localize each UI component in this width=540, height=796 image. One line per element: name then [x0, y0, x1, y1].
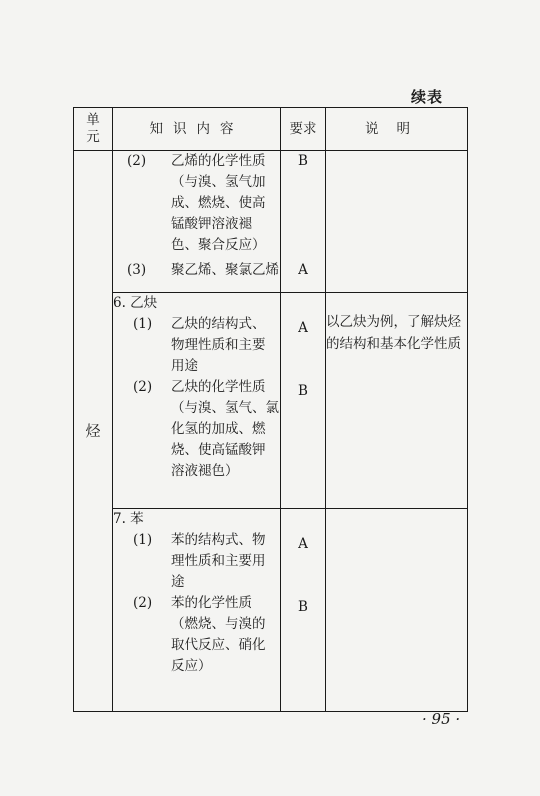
- note-cell: [326, 509, 468, 712]
- requirement-level: A: [298, 262, 308, 278]
- curriculum-table: [73, 107, 468, 712]
- note-cell: [326, 293, 468, 509]
- content-item: [113, 314, 280, 377]
- page-number: · 95 ·: [422, 710, 461, 728]
- item-line: 乙炔的化学性质: [171, 379, 266, 395]
- continued-table-label: 续表: [411, 88, 444, 106]
- item-line: 途: [171, 574, 185, 590]
- item-line: 锰酸钾溶液褪: [171, 216, 252, 232]
- header-content: 知识内容: [113, 108, 281, 151]
- note-line: 的结构和基本化学性质: [326, 336, 461, 352]
- item-line: 色、聚合反应）: [171, 237, 266, 253]
- item-line: （与溴、氢气、氯: [171, 400, 279, 416]
- unit-cell: 烃: [74, 151, 113, 712]
- note-cell: [326, 151, 468, 293]
- item-line: 溶液褪色）: [171, 463, 239, 479]
- requirement-cell: [281, 293, 326, 509]
- item-line: 烧、使高锰酸钾: [171, 442, 266, 458]
- item-line: 成、燃烧、使高: [171, 195, 266, 211]
- requirement-cell: [281, 151, 326, 293]
- topic-title: 7. 苯: [113, 511, 144, 527]
- item-number: (1): [133, 532, 153, 548]
- content-item: [113, 377, 280, 482]
- item-line: 取代反应、硝化: [171, 637, 266, 653]
- item-line: 物理性质和主要: [171, 337, 266, 353]
- topic-title: 6. 乙炔: [113, 295, 158, 311]
- item-number: (2): [133, 379, 153, 395]
- content-cell: [113, 509, 281, 712]
- item-line: 乙烯的化学性质: [171, 153, 266, 169]
- content-cell: [113, 151, 281, 293]
- item-number: (1): [133, 316, 153, 332]
- item-line: 反应）: [171, 658, 212, 674]
- item-line: 理性质和主要用: [171, 553, 266, 569]
- content-cell: [113, 293, 281, 509]
- item-line: （与溴、氢气加: [171, 174, 266, 190]
- item-number: (2): [127, 153, 147, 169]
- requirement-level: B: [298, 599, 308, 615]
- table-row: [74, 509, 468, 712]
- item-line: 乙炔的结构式、: [171, 316, 266, 332]
- table-header: [74, 108, 468, 151]
- content-item: [113, 260, 280, 281]
- table-row: [74, 151, 468, 293]
- header-unit-line2: 元: [86, 129, 100, 145]
- item-line: 用途: [171, 358, 198, 374]
- header-note: 说明: [326, 108, 468, 151]
- requirement-cell: [281, 509, 326, 712]
- table-row: [74, 293, 468, 509]
- item-line: 苯的结构式、物: [171, 532, 266, 548]
- requirement-level: A: [298, 536, 308, 552]
- item-line: 聚乙烯、聚氯乙烯: [171, 262, 279, 278]
- content-item: [113, 151, 280, 256]
- content-item: [113, 593, 280, 677]
- item-number: (2): [133, 595, 153, 611]
- requirement-level: B: [298, 153, 308, 169]
- header-requirement: 要求: [281, 108, 326, 151]
- item-number: (3): [127, 262, 147, 278]
- content-item: [113, 530, 280, 593]
- header-unit-line1: 单: [86, 112, 100, 128]
- note-line: 以乙炔为例，了解炔烃: [326, 314, 461, 330]
- item-line: 苯的化学性质: [171, 595, 252, 611]
- item-line: 化氢的加成、燃: [171, 421, 266, 437]
- header-unit: [74, 108, 113, 151]
- requirement-level: B: [298, 383, 308, 399]
- item-line: （燃烧、与溴的: [171, 616, 266, 632]
- requirement-level: A: [298, 320, 308, 336]
